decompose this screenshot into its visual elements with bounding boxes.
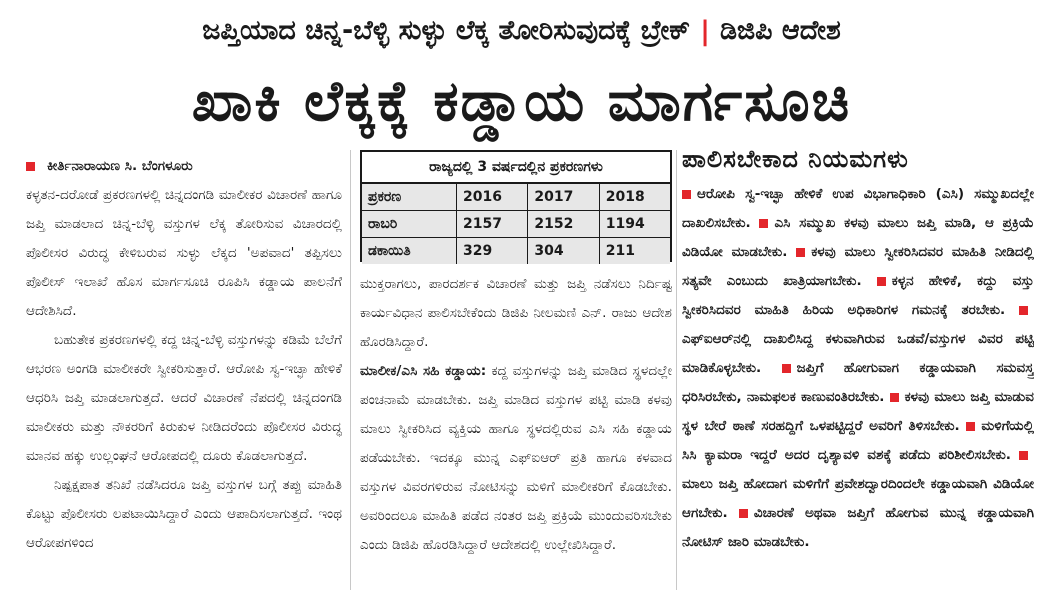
rule-item: ಕಳ್ಳನ ಹೇಳಿಕೆ, ಕದ್ದು ವಸ್ತು ಸ್ವೀಕರಿಸಿದವರ ಮಾಹಿತಿ ಹಿರಿಯ ಅಧಿಕಾರಿಗಳ ಗಮನಕ್ಕೆ ತರಬೇಕು. <box>682 273 1034 318</box>
bullet-square-icon <box>782 364 791 373</box>
rule-item: ಜಪ್ತಿಗೆ ಹೋಗುವಾಗ ಕಡ್ಡಾಯವಾಗಿ ಸಮವಸ್ತ್ರ ಧರಿಸಿರಬೇಕು, ನಾಮಫಲಕ ಕಾಣುವಂತಿರಬೇಕು. <box>682 360 1034 405</box>
kicker-separator: | <box>700 15 711 47</box>
main-headline: ಖಾಕಿ ಲೆಕ್ಕಕ್ಕೆ ಕಡ್ಡಾಯ ಮಾರ್ಗಸೂಚಿ <box>191 69 852 134</box>
bullet-square-icon <box>26 162 35 171</box>
rules-column <box>682 142 1034 592</box>
table-cell: 2152 <box>528 211 599 238</box>
bullet-square-icon <box>1019 451 1028 460</box>
table-cell: 2018 <box>599 184 670 211</box>
table-cell: 1194 <box>599 211 670 238</box>
paragraph: ನಿಷ್ಪಕ್ಷಪಾತ ತನಿಖೆ ನಡೆಸಿದರೂ ಜಪ್ತಿ ವಸ್ತುಗಳ ಬಗ್ಗೆ ತಪ್ಪು ಮಾಹಿತಿ ಕೊಟ್ಟು ಪೊಲೀಸರು ಲಪಟಾಯಿಸಿದ್ದಾರೆ ಎಂದು ಆಪಾದಿಸಲಾಗುತ್ತದೆ. ಇಂಥ ಆರೋಪಗಳಿಂದ <box>26 477 342 551</box>
kicker-headline <box>0 0 1043 62</box>
paragraph-lead: ಮಾಲೀಕ/ಎಸಿ ಸಹಿ ಕಡ್ಡಾಯ: <box>360 363 487 379</box>
bullet-square-icon <box>759 219 768 228</box>
table-cell: 2017 <box>528 184 599 211</box>
paragraph <box>360 357 672 560</box>
column-2-body <box>360 270 672 560</box>
table-cell: 211 <box>599 238 670 265</box>
stats-table-title: ರಾಜ್ಯದಲ್ಲಿ 3 ವರ್ಷದಲ್ಲಿನ ಪ್ರಕರಣಗಳು <box>362 152 670 184</box>
bullet-square-icon <box>796 248 805 257</box>
article-column-1 <box>26 152 342 592</box>
rule-item: ಎಸಿ ಸಮ್ಮುಖ ಕಳವು ಮಾಲು ಜಪ್ತಿ ಮಾಡಿ, ಆ ಪ್ರಕ್ರಿಯೆ ವಿಡಿಯೋ ಮಾಡಬೇಕು. <box>682 215 1034 260</box>
byline <box>26 152 342 181</box>
rule-item: ಮಳಿಗೆಯಲ್ಲಿ ಸಿಸಿ ಕ್ಯಾಮರಾ ಇದ್ದರೆ ಅದರ ದೃಶ್ಯಾವಳಿ ವಶಕ್ಕೆ ಪಡೆದು ಪರಿಶೀಲಿಸಬೇಕು. <box>682 418 1034 463</box>
rule-item: ಎಫ್ಐಆರ್‌ನಲ್ಲಿ ದಾಖಲಿಸಿದ್ದ ಕಳುವಾಗಿರುವ ಒಡವೆ/ವಸ್ತುಗಳ ವಿವರ ಪಟ್ಟಿ ಮಾಡಿಕೊಳ್ಳಬೇಕು. <box>682 331 1034 376</box>
paragraph: ಕಳ್ಳತನ-ದರೋಡೆ ಪ್ರಕರಣಗಳಲ್ಲಿ ಚಿನ್ನದಂಗಡಿ ಮಾಲೀಕರ ವಿಚಾರಣೆ ಹಾಗೂ ಜಪ್ತಿ ಮಾಡಲಾದ ಚಿನ್ನ-ಬೆಳ್ಳಿ ವಸ್ತುಗಳ ಲೆಕ್ಕ ತೋರಿಸುವ ವಿಚಾರದಲ್ಲಿ ಪೊಲೀಸರ ವಿರುದ್ಧ ಕೇಳಿಬರುವ ಸುಳ್ಳು ಲೆಕ್ಕದ 'ಅಪವಾದ' ತಪ್ಪಿಸಲು ಪೊಲೀಸ್ ಇಲಾಖೆ ಹೊಸ ಮಾರ್ಗಸೂಚಿ ರೂಪಿಸಿ ಕಡ್ಡಾಯ ಪಾಲನೆಗೆ ಆದೇಶಿಸಿದೆ. <box>26 187 342 319</box>
rule-item: ಕಳವು ಮಾಲು ಜಪ್ತಿ ಮಾಡುವ ಸ್ಥಳ ಬೇರೆ ಠಾಣೆ ಸರಹದ್ದಿಗೆ ಒಳಪಟ್ಟಿದ್ದರೆ ಅವರಿಗೆ ತಿಳಿಸಬೇಕು. <box>682 389 1034 434</box>
rule-item: ಮಾಲು ಜಪ್ತಿ ಹೋದಾಗ ಮಳಿಗೆಗೆ ಪ್ರವೇಶದ್ವಾರದಿಂದಲೇ ಕಡ್ಡಾಯವಾಗಿ ವಿಡಿಯೋ ಆಗಬೇಕು. <box>682 476 1034 521</box>
rules-list <box>682 180 1034 557</box>
article-column-2 <box>360 152 672 592</box>
kicker-right: ಡಿಜಿಪಿ ಆದೇಶ <box>720 15 841 46</box>
table-cell: 329 <box>457 238 528 265</box>
rule-item: ಆರೋಪಿ ಸ್ವ-ಇಚ್ಛಾ ಹೇಳಿಕೆ ಉಪ ವಿಭಾಗಾಧಿಕಾರಿ (ಎಸಿ) ಸಮ್ಮುಖದಲ್ಲೇ ದಾಖಲಿಸಬೇಕು. <box>682 186 1034 231</box>
column-divider <box>676 150 677 590</box>
column-divider <box>350 150 351 590</box>
table-cell: 2157 <box>457 211 528 238</box>
rules-subheading: ಪಾಲಿಸಬೇಕಾದ ನಿಯಮಗಳು <box>682 145 909 173</box>
table-cell: 2016 <box>457 184 528 211</box>
kicker-left: ಜಪ್ತಿಯಾದ ಚಿನ್ನ-ಬೆಳ್ಳಿ ಸುಳ್ಳು ಲೆಕ್ಕ ತೋರಿಸುವುದಕ್ಕೆ ಬ್ರೇಕ್ <box>202 15 691 46</box>
bullet-square-icon <box>890 393 899 402</box>
bullet-square-icon <box>966 422 975 431</box>
paragraph-text: ಕದ್ದ ವಸ್ತುಗಳನ್ನು ಜಪ್ತಿ ಮಾಡಿದ ಸ್ಥಳದಲ್ಲೇ ಪಂಚನಾಮೆ ಮಾಡಬೇಕು. ಜಪ್ತಿ ಮಾಡಿದ ವಸ್ತುಗಳ ಪಟ್ಟಿ ಮಾಡಿ ಕಳವು ಮಾಲು ಸ್ವೀಕರಿಸಿದ ವ್ಯಕ್ತಿಯ ಹಾಗೂ ಸ್ಥಳದಲ್ಲಿರುವ ಎಸಿ ಸಹಿ ಕಡ್ಡಾಯ ಪಡೆಯಬೇಕು. ಇದಕ್ಕೂ ಮುನ್ನ ಎಫ್ಐಆರ್ ಪ್ರತಿ ಹಾಗೂ ಕಳವಾದ ವಸ್ತುಗಳ ವಿವರಗಳಿರುವ ನೋಟಿಸನ್ನು ಮಳಿಗೆ ಮಾಲೀಕರಿಗೆ ಕೊಡಬೇಕು. ಅವರಿಂದಲೂ ಮಾಹಿತಿ ಪಡೆದ ನಂತರ ಜಪ್ತಿ ಪ್ರಕ್ರಿಯೆ ಮುಂದುವರಿಸಬೇಕು ಎಂದು ಡಿಜಿಪಿ ಹೊರಡಿಸಿದ್ದಾರೆ ಆದೇಶದಲ್ಲಿ ಉಲ್ಲೇಖಿಸಿದ್ದಾರೆ. <box>360 363 672 553</box>
bullet-square-icon <box>1019 306 1028 315</box>
byline-text: ಕೀರ್ತಿನಾರಾಯಣ ಸಿ. ಬೆಂಗಳೂರು <box>47 158 193 174</box>
table-cell: ಡಕಾಯಿತಿ <box>362 238 457 265</box>
table-cell: 304 <box>528 238 599 265</box>
bullet-square-icon <box>682 190 691 199</box>
table-cell: ರಾಬರಿ <box>362 211 457 238</box>
table-cell: ಪ್ರಕರಣ <box>362 184 457 211</box>
paragraph: ಮುಕ್ತರಾಗಲು, ಪಾರದರ್ಶಕ ವಿಚಾರಣೆ ಮತ್ತು ಜಪ್ತಿ ನಡೆಸಲು ನಿರ್ದಿಷ್ಟ ಕಾರ್ಯವಿಧಾನ ಪಾಲಿಸಬೇಕೆಂದು ಡಿಜಿಪಿ ನೀಲಮಣಿ ಎನ್. ರಾಜು ಆದೇಶ ಹೊರಡಿಸಿದ್ದಾರೆ. <box>360 276 672 350</box>
rule-item: ವಿಚಾರಣೆ ಅಥವಾ ಜಪ್ತಿಗೆ ಹೋಗುವ ಮುನ್ನ ಕಡ್ಡಾಯವಾಗಿ ನೋಟಿಸ್ ಜಾರಿ ಮಾಡಬೇಕು. <box>682 505 1034 550</box>
rule-item: ಕಳವು ಮಾಲು ಸ್ವೀಕರಿಸಿದವರ ಮಾಹಿತಿ ನೀಡಿದಲ್ಲಿ ಸತ್ಯವೇ ಎಂಬುದು ಖಾತ್ರಿಯಾಗಬೇಕು. <box>682 244 1034 289</box>
bullet-square-icon <box>739 509 748 518</box>
bullet-square-icon <box>877 277 886 286</box>
paragraph: ಬಹುತೇಕ ಪ್ರಕರಣಗಳಲ್ಲಿ ಕದ್ದ ಚಿನ್ನ-ಬೆಳ್ಳಿ ವಸ್ತುಗಳನ್ನು ಕಡಿಮೆ ಬೆಲೆಗೆ ಆಭರಣ ಅಂಗಡಿ ಮಾಲೀಕರೇ ಸ್ವೀಕರಿಸುತ್ತಾರೆ. ಆರೋಪಿ ಸ್ವ-ಇಚ್ಛಾ ಹೇಳಿಕೆ ಆಧರಿಸಿ ಜಪ್ತಿ ಮಾಡಲಾಗುತ್ತದೆ. ಆದರೆ ವಿಚಾರಣೆ ನೆಪದಲ್ಲಿ ಚಿನ್ನದಂಗಡಿ ಮಾಲೀಕರು ಮತ್ತು ನೌಕರರಿಗೆ ಕಿರುಕುಳ ನೀಡಿದರೆಂದು ಪೊಲೀಸರ ವಿರುದ್ಧ ಮಾನವ ಹಕ್ಕು ಉಲ್ಲಂಘನೆ ಆರೋಪದಲ್ಲಿ ದೂರು ಕೊಡಲಾಗುತ್ತದೆ. <box>26 332 342 464</box>
